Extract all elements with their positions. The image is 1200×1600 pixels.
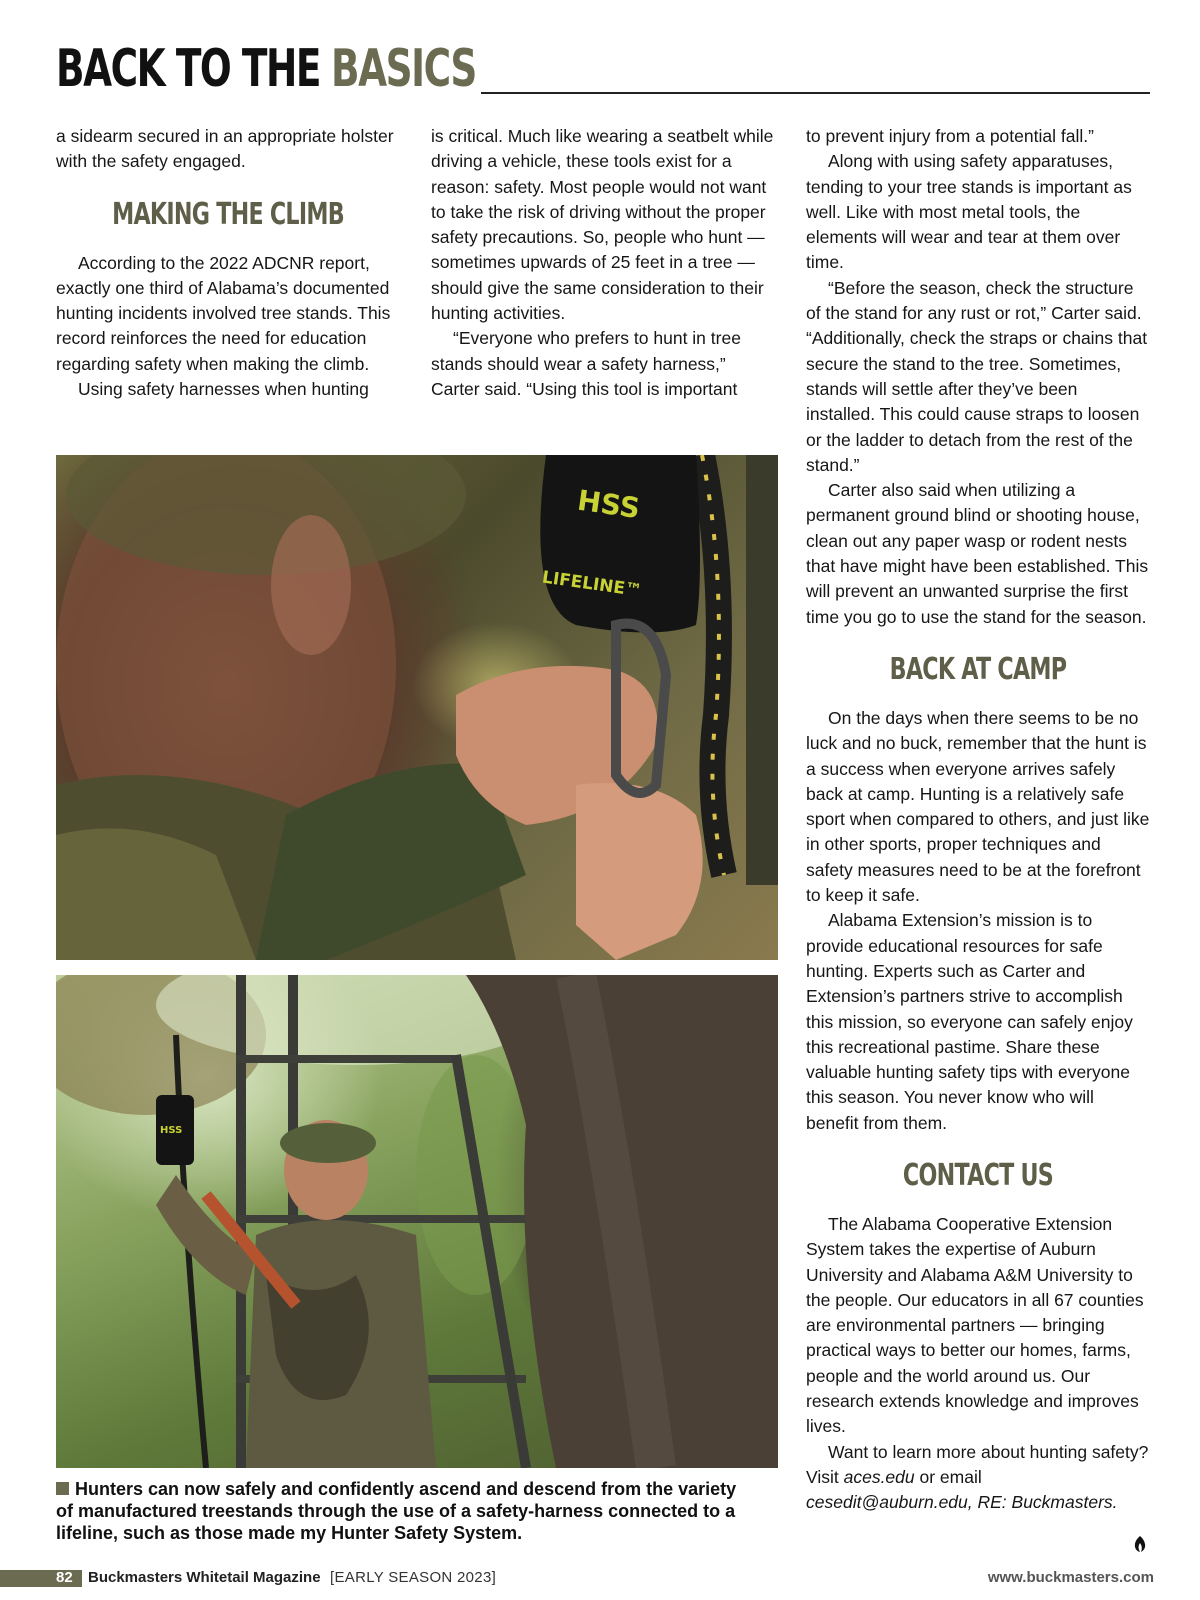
heading-contact-us: CONTACT US: [902, 1157, 1054, 1193]
caption-text: Hunters can now safely and confidently ascend and descend from the variety of manufactured treestands through the use of a safety-harness connected to a lifeline, such as those made my Hunter Safety System.: [56, 1479, 737, 1543]
page-footer: [0, 1568, 1200, 1592]
email-link[interactable]: cesedit@auburn.edu, RE: Buckmasters.: [806, 1492, 1118, 1513]
col3-paragraph-1: to prevent injury from a potential fall.”: [806, 126, 1094, 146]
aces-link[interactable]: aces.edu: [843, 1466, 915, 1487]
page-number: 82: [56, 1569, 73, 1586]
col3-paragraph-8: [806, 1440, 1150, 1516]
antler-end-mark-icon: [1132, 1535, 1148, 1553]
column-1: [56, 124, 400, 402]
col1-paragraph-3: Using safety harnesses when hunting: [78, 379, 369, 400]
page-header: [56, 38, 1150, 100]
hss-sleeve-logo: HSS: [160, 1125, 183, 1136]
column-3: [806, 124, 1150, 1516]
hss-logo: HSS: [575, 483, 642, 526]
photo-hunter-climbing-illustration: [56, 975, 778, 1468]
photo-harness-carabiner-illustration: [56, 455, 778, 960]
photo-harness-carabiner: [56, 455, 778, 960]
header-title-part1: BACK TO THE: [56, 39, 321, 99]
col3-paragraph-7: The Alabama Cooperative Extension System takes the expertise of Auburn University and Alabama A&M University to the people. Our educators in all 67 counties are environmental partners — bringing practical ways to better our homes, farms, people and the world around us. Our research extends knowledge and improves lives.: [806, 1213, 1144, 1437]
col2-paragraph-1: is critical. Much like wearing a seatbelt while driving a vehicle, these tools exist for a reason: safety. Most people would not want to take the risk of driving without the proper safety precautions. So, people who hunt — sometimes upwards of 25 feet in a tree — should give the same consideration to their hunting activities.: [431, 126, 774, 324]
col1-paragraph-2: According to the 2022 ADCNR report, exactly one third of Alabama’s documented hunting incidents involved tree stands. This record reinforces the need for education regarding safety when making the climb.: [56, 252, 391, 374]
col1-paragraph-1: a sidearm secured in an appropriate holster with the safety engaged.: [56, 126, 394, 172]
col3-paragraph-3: “Before the season, check the structure of the stand for any rust or rot,” Carter said. “Additionally, check the straps or chains that secure the stand to the tree. Sometimes, stands will settle after they’ve been installed. This could cause straps to loosen or the ladder to detach from the rest of the stand.”: [806, 277, 1148, 475]
caption-square-bullet: [56, 1482, 69, 1495]
contact-text-b: or email: [914, 1466, 982, 1487]
heading-back-at-camp: BACK AT CAMP: [889, 651, 1067, 687]
header-rule: [481, 92, 1150, 94]
website-link[interactable]: www.buckmasters.com: [987, 1569, 1154, 1586]
photo-caption: [56, 1478, 756, 1544]
col3-paragraph-5: On the days when there seems to be no luck and no buck, remember that the hunt is a success when everyone arrives safely back at camp. Hunting is a relatively safe sport when compared to others, and just like in other sports, proper techniques and safety measures need to be at the forefront to keep it safe.: [806, 707, 1150, 906]
col3-paragraph-6: Alabama Extension’s mission is to provide educational resources for safe hunting. Experts such as Carter and Extension’s partners strive to accomplish this mission, so everyone can safely enjoy this recreational pastime. Share these valuable hunting safety tips with everyone this season. You never know who will benefit from them.: [806, 910, 1133, 1133]
issue-label: [EARLY SEASON 2023]: [330, 1569, 497, 1586]
column-2: [431, 124, 775, 402]
col3-paragraph-2: Along with using safety apparatuses, tending to your tree stands is important as well. Like with most metal tools, the elements will wear and tear at them over time.: [806, 151, 1132, 273]
magazine-name: Buckmasters Whitetail Magazine: [88, 1569, 321, 1586]
col2-paragraph-2: “Everyone who prefers to hunt in tree stands should wear a safety harness,” Carter said. “Using this tool is important: [431, 328, 741, 399]
col3-paragraph-4: Carter also said when utilizing a permanent ground blind or shooting house, clean out any paper wasp or rodent nests that have might have been established. This will prevent an unwanted surprise the first time you go to use the stand for the season.: [806, 480, 1149, 627]
heading-making-the-climb: MAKING THE CLIMB: [112, 196, 344, 232]
lifeline-brand-text: LIFELINE™: [540, 567, 644, 602]
header-title-part2: BASICS: [331, 39, 476, 99]
contact-text-a: Want to learn more about hunting safety? Visit: [806, 1441, 1149, 1487]
photo-hunter-climbing: [56, 975, 778, 1468]
